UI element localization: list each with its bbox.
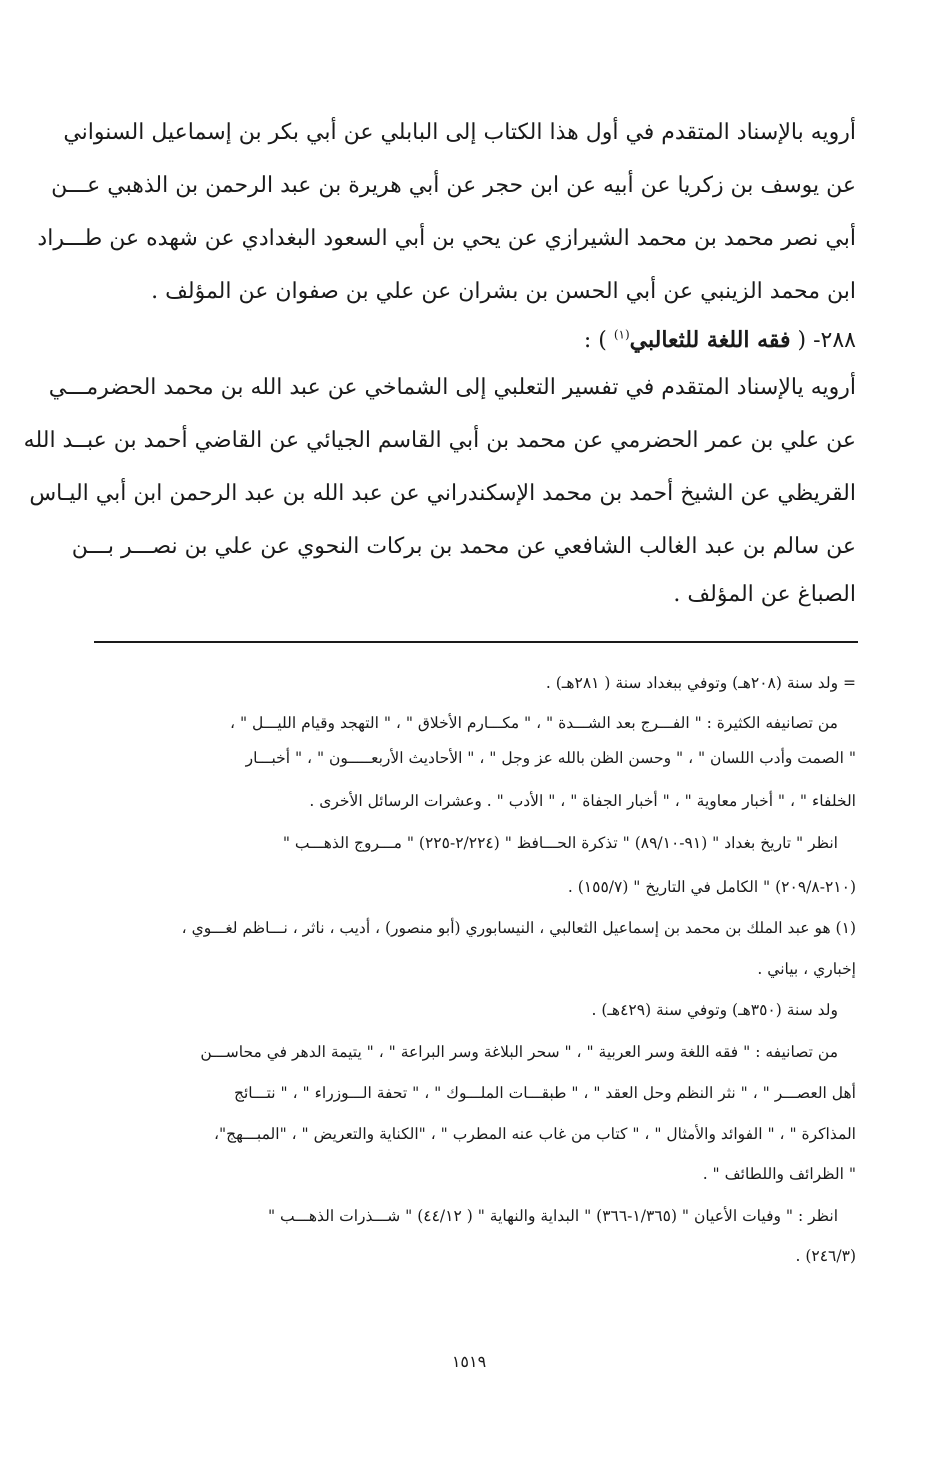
main-text-line: عن يوسف بن زكريا عن أبيه عن ابن حجر عن أبي هريرة بن عبد الرحمن بن الذهبي عـــن: [51, 173, 856, 198]
page-number: ١٥١٩: [451, 1352, 487, 1371]
entry-heading-suffix: ) :: [583, 328, 607, 353]
footnote-line: ولد سنة (٣٥٠هـ) وتوفي سنة (٤٢٩هـ) .: [591, 1001, 838, 1019]
footnote-line: من تصانيفه الكثيرة : " الفـــرج بعد الشـــدة " ، " مكـــارم الأخلاق " ، " التهجد وقيام الليـــل " ،: [230, 714, 838, 732]
main-text-line: أبي نصر محمد بن محمد الشيرازي عن يحي بن أبي السعود البغدادي عن شهده عن طـــراد: [37, 226, 856, 251]
footnote-line: انظر " تاريخ بغداد " (٩١-٨٩/١٠) " تذكرة الحـــافظ " (٢/٢٢٤-٢٢٥) " مـــروج الذهـــب ": [282, 834, 838, 852]
main-text-line: أرويه بالإسناد المتقدم في أول هذا الكتاب إلى البابلي عن أبي بكر بن إسماعيل السنواني: [63, 120, 856, 145]
footnote-line: = ولد سنة (٢٠٨هـ) وتوفي ببغداد سنة ( ٢٨١هـ) .: [545, 674, 856, 692]
main-text-line: الصباغ عن المؤلف .: [673, 582, 856, 607]
footnote-reference: (١): [613, 327, 630, 342]
entry-title: فقه اللغة للثعالبي: [629, 327, 791, 353]
footnote-separator: [94, 641, 858, 643]
footnote-line: (٢١٠-٢٠٩/٨) " الكامل في التاريخ " (١٥٥/٧) .: [567, 878, 856, 896]
footnote-line: " الصمت وأدب اللسان " ، " وحسن الظن بالله عز وجل " ، " الأحاديث الأربعـــــون " ، " أخبـــار: [245, 749, 856, 767]
footnote-line: من تصانيفه : " فقه اللغة وسر العربية " ، " سحر البلاغة وسر البراعة " ، " يتيمة الدهر في محاســـن: [200, 1043, 838, 1061]
footnote-line: المذاكرة " ، " الفوائد والأمثال " ، " كتاب من غاب عنه المطرب " ، "الكناية والتعريض " ، "المبـــهج"،: [214, 1125, 856, 1143]
main-text-line: عن سالم بن عبد الغالب الشافعي عن محمد بن بركات النحوي عن علي بن نصـــر بـــن: [71, 534, 856, 559]
footnote-line: (٢٤٦/٣) .: [795, 1247, 856, 1265]
footnote-line: إخباري ، بياني .: [757, 960, 856, 978]
footnote-line: (١) هو عبد الملك بن محمد بن إسماعيل الثعالبي ، النيسابوري (أبو منصور) ، أديب ، ناثر ، نـــاظم لغـــوي ،: [181, 919, 856, 937]
footnote-line: أهل العصـــر " ، " نثر النظم وحل العقد " ، " طبقـــات الملـــوك " ، " تحفة الـــوزراء " ، " نتـــائج: [233, 1084, 856, 1102]
footnote-line: انظر : " وفيات الأعيان " (١/٣٦٥-٣٦٦) " البداية والنهاية " ( ٤٤/١٢) " شـــذرات الذهـــب ": [267, 1207, 838, 1225]
main-text-line: أرويه يالإسناد المتقدم في تفسير التعلبي إلى الشماخي عن عبد الله بن محمد الحضرمـــي: [48, 375, 856, 400]
entry-heading: [584, 325, 856, 356]
main-text-line: القريظي عن الشيخ أحمد بن محمد الإسكندراني عن عبد الله بن عبد الرحمن ابن أبي اليـاس: [29, 481, 856, 506]
entry-number: ٢٨٨- (: [797, 328, 856, 353]
main-text-line: عن علي بن عمر الحضرمي عن محمد بن أبي القاسم الجيائي عن القاضي أحمد بن عبــد الله: [23, 428, 856, 453]
main-text-line: ابن محمد الزينبي عن أبي الحسن بن بشران عن علي بن صفوان عن المؤلف .: [151, 279, 856, 304]
footnote-line: " الظرائف واللطائف " .: [702, 1165, 856, 1183]
footnote-line: الخلفاء " ، " أخبار معاوية " ، " أخبار الجفاة " ، " الأدب " . وعشرات الرسائل الأخرى .: [309, 792, 856, 810]
